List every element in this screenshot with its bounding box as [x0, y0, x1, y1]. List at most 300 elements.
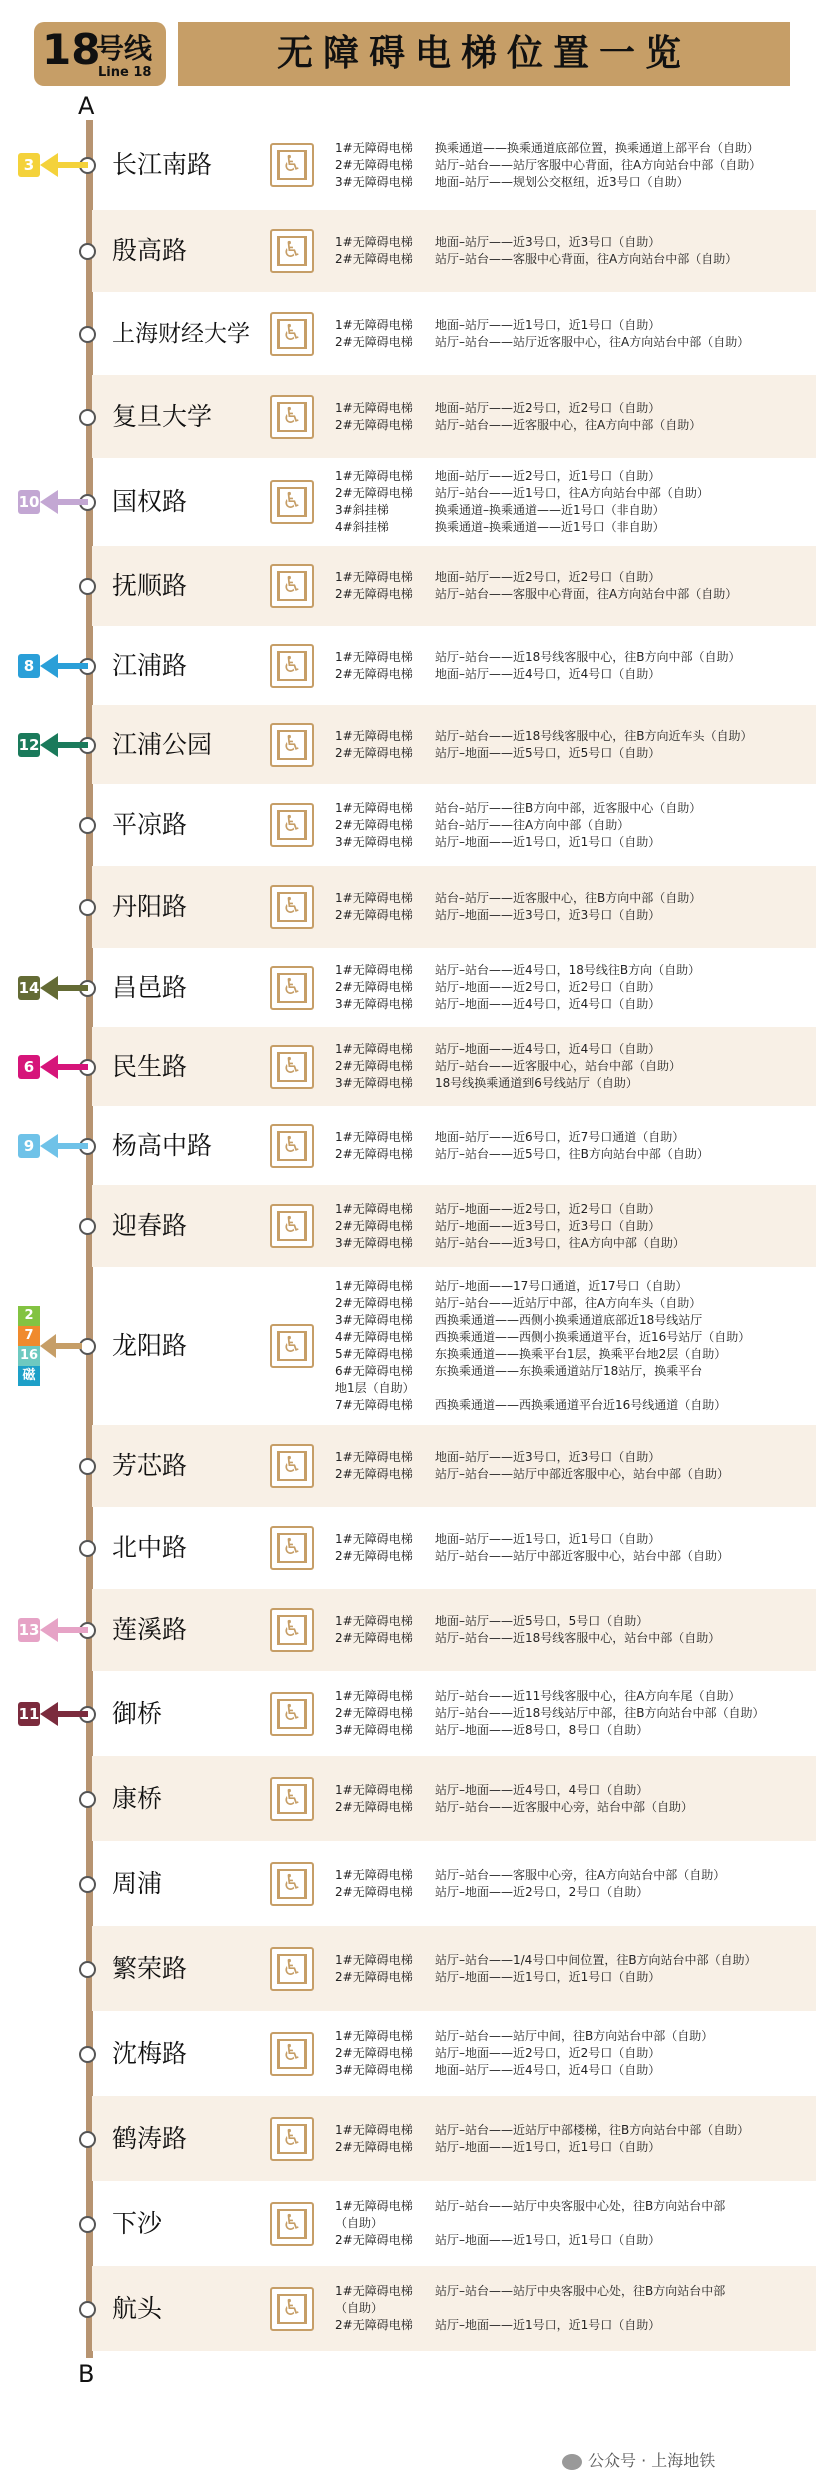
- station-name: 杨高中路: [112, 1130, 213, 1160]
- elevator-number: 1#无障碍电梯: [335, 1614, 413, 1628]
- station-name: 龙阳路: [112, 1331, 188, 1360]
- elevator-icon: ♿: [270, 143, 314, 187]
- elevator-description: 站厅–地面——近3号口，近3号口（自助）: [435, 1218, 661, 1233]
- elevator-row: [335, 1884, 725, 1901]
- station-name: 御桥: [112, 1698, 163, 1728]
- station-dot: [79, 1218, 96, 1235]
- elevator-icon: ♿: [270, 966, 314, 1010]
- elevator-list: [335, 728, 753, 762]
- elevator-number: 1#无障碍电梯: [335, 1201, 413, 1216]
- elevator-description: 地面–站厅——近2号口，近2号口（自助）: [435, 570, 661, 584]
- station-name: 江浦公园: [112, 729, 213, 759]
- elevator-number: 2#无障碍电梯: [335, 1467, 413, 1481]
- elevator-icon: ♿: [270, 723, 314, 767]
- station-name: 抚顺路: [112, 571, 188, 600]
- elevator-row: [335, 1613, 720, 1630]
- elevator-list: [335, 1782, 693, 1816]
- elevator-number: 1#无障碍电梯: [335, 1450, 413, 1464]
- elevator-list: [335, 234, 737, 268]
- elevator-number: 1#无障碍电梯: [335, 963, 413, 977]
- elevator-row: [335, 234, 737, 251]
- elevator-description: 站厅–地面——近1号口，近1号口（自助）: [435, 1969, 661, 1984]
- elevator-row: [335, 1799, 693, 1816]
- elevator-icon: ♿: [270, 564, 314, 608]
- elevator-description: 站厅–站台——客服中心背面，往A方向站台中部（自助）: [435, 252, 738, 266]
- elevator-row: [335, 800, 701, 817]
- elevator-description: 站厅–地面——近4号口，近4号口（自助）: [435, 997, 661, 1011]
- elevator-number: 2#无障碍电梯: [335, 2318, 413, 2332]
- line-badge: [34, 22, 166, 86]
- elevator-list: [335, 400, 701, 434]
- transfer-line-badge: 6: [18, 1055, 40, 1079]
- elevator-list: [335, 1613, 720, 1647]
- elevator-row: [335, 1466, 729, 1483]
- elevator-icon: ♿: [270, 2117, 314, 2161]
- elevator-row: [335, 2283, 725, 2317]
- elevator-number: 1#无障碍电梯: [335, 1867, 413, 1882]
- elevator-description: 站厅–站台——近站厅中部，往A方向车头（自助）: [435, 1296, 702, 1310]
- elevator-list: [335, 140, 761, 191]
- elevator-description: 地面–站厅——近3号口，近3号口（自助）: [435, 1450, 661, 1464]
- elevator-description: 站厅–站台——站厅中间，往B方向站台中部（自助）: [435, 2029, 714, 2043]
- multi-transfer-stack: [18, 1306, 40, 1403]
- elevator-number: 7#无障碍电梯: [335, 1398, 413, 1412]
- elevator-number: 1#无障碍电梯: [335, 317, 413, 332]
- elevator-row: [335, 317, 749, 334]
- elevator-number: 6#无障碍电梯: [335, 1364, 413, 1378]
- elevator-icon: ♿: [270, 1204, 314, 1248]
- elevator-number: 3#无障碍电梯: [335, 174, 413, 189]
- elevator-description: 站厅–地面——近4号口，近4号口（自助）: [435, 1042, 661, 1056]
- elevator-row: [335, 2198, 725, 2232]
- station-dot: [79, 243, 96, 260]
- elevator-list: [335, 962, 700, 1013]
- station-name: 殷高路: [112, 236, 188, 265]
- elevator-description: 站厅–地面——近2号口，近2号口（自助）: [435, 1201, 661, 1216]
- transfer-line-badge: 2: [18, 1306, 40, 1326]
- transfer-line-badge: 9: [18, 1134, 40, 1158]
- elevator-icon: ♿: [270, 2287, 314, 2331]
- transfer-line-badge: 7: [18, 1326, 40, 1346]
- elevator-row: [335, 417, 701, 434]
- elevator-number: 1#无障碍电梯: [335, 649, 413, 664]
- elevator-row: [335, 745, 753, 762]
- elevator-description: 西换乘通道——西侧小换乘通道底部近18号线站厅: [435, 1313, 703, 1327]
- elevator-row: [335, 1346, 750, 1363]
- elevator-row: [335, 1312, 750, 1329]
- elevator-icon: ♿: [270, 885, 314, 929]
- station-dot: [79, 2131, 96, 2148]
- elevator-icon: ♿: [270, 1608, 314, 1652]
- elevator-row: [335, 468, 709, 485]
- transfer-line-badge: 10: [18, 490, 40, 514]
- elevator-number: 2#无障碍电梯: [335, 817, 413, 832]
- elevator-number: 3#斜挂梯: [335, 503, 389, 517]
- elevator-row: [335, 140, 761, 157]
- elevator-row: [335, 1867, 725, 1884]
- elevator-description: 站厅–站台——站厅近客服中心，往A方向站台中部（自助）: [435, 334, 750, 349]
- elevator-icon: ♿: [270, 2032, 314, 2076]
- elevator-description: 换乘通道–换乘通道——近1号口（非自助）: [435, 503, 665, 517]
- elevator-list: [335, 468, 709, 536]
- elevator-number: 1#无障碍电梯: [335, 140, 413, 155]
- station-name: 国权路: [112, 487, 188, 516]
- wechat-icon: [562, 2454, 582, 2470]
- transfer-line-badge: 3: [18, 153, 40, 177]
- elevator-description: 地面–站厅——近1号口，近1号口（自助）: [435, 1532, 661, 1546]
- station-dot: [79, 1961, 96, 1978]
- elevator-description: 地面–站厅——近6号口，近7号口通道（自助）: [435, 1129, 685, 1144]
- elevator-number: 2#无障碍电梯: [335, 252, 413, 266]
- elevator-row: [335, 1235, 685, 1252]
- transfer-line-badge: 12: [18, 733, 40, 757]
- elevator-description: 站厅–地面——近3号口，近3号口（自助）: [435, 908, 661, 922]
- elevator-row: [335, 1075, 681, 1092]
- elevator-number: 3#无障碍电梯: [335, 2063, 413, 2077]
- station-name: 下沙: [112, 2208, 163, 2238]
- elevator-list: [335, 1129, 709, 1163]
- elevator-row: [335, 1295, 750, 1312]
- elevator-number: 2#无障碍电梯: [335, 666, 413, 681]
- elevator-description: 站厅–站台——站厅中部近客服中心，站台中部（自助）: [435, 1467, 730, 1481]
- elevator-list: [335, 649, 741, 683]
- station-name: 芳芯路: [112, 1451, 188, 1480]
- elevator-number: 2#无障碍电梯: [335, 2139, 413, 2154]
- elevator-number: 2#无障碍电梯: [335, 1296, 413, 1310]
- elevator-icon: ♿: [270, 1045, 314, 1089]
- elevator-list: [335, 1041, 681, 1092]
- elevator-row: [335, 962, 700, 979]
- station-dot: [79, 1791, 96, 1808]
- title-bar: [178, 22, 790, 86]
- elevator-row: [335, 728, 753, 745]
- elevator-number: 1#无障碍电梯: [335, 1042, 413, 1056]
- elevator-icon: ♿: [270, 2202, 314, 2246]
- elevator-description: 站厅–站台——近11号线客服中心，往A方向车尾（自助）: [435, 1689, 741, 1703]
- footer: [562, 2448, 715, 2471]
- elevator-description: 地面–站厅——近1号口，近1号口（自助）: [435, 317, 661, 332]
- elevator-description: 站厅–站台——1/4号口中间位置，往B方向站台中部（自助）: [435, 1952, 757, 1967]
- elevator-icon: ♿: [270, 229, 314, 273]
- elevator-list: [335, 1531, 729, 1565]
- elevator-description: 站厅–地面——17号口通道，近17号口（自助）: [435, 1279, 688, 1293]
- station-dot: [79, 2046, 96, 2063]
- elevator-number: 1#无障碍电梯: [335, 800, 413, 815]
- station-name: 民生路: [112, 1051, 188, 1081]
- elevator-row: [335, 1705, 765, 1722]
- station-name: 莲溪路: [112, 1615, 188, 1644]
- elevator-description: 站厅–站台——近1号口，往A方向站台中部（自助）: [435, 486, 709, 500]
- elevator-row: [335, 1201, 685, 1218]
- elevator-list: [335, 1688, 765, 1739]
- arrow-shaft: [56, 162, 88, 168]
- transfer-line-badge: 14: [18, 976, 40, 1000]
- elevator-description: 地面–站厅——近5号口，5号口（自助）: [435, 1614, 649, 1628]
- elevator-description: 地面–站厅——近2号口，近2号口（自助）: [435, 400, 661, 415]
- elevator-icon: ♿: [270, 803, 314, 847]
- elevator-icon: ♿: [270, 644, 314, 688]
- elevator-description: 站厅–地面——近8号口，8号口（自助）: [435, 1723, 649, 1737]
- elevator-description: 站厅–站台——近客服中心，站台中部（自助）: [435, 1059, 682, 1073]
- elevator-row: [335, 1531, 729, 1548]
- elevator-row: [335, 996, 700, 1013]
- elevator-description: 站厅–地面——近1号口，近1号口（自助）: [435, 2139, 661, 2154]
- elevator-icon: ♿: [270, 1777, 314, 1821]
- transfer-line-badge: 13: [18, 1618, 40, 1642]
- elevator-description: 站厅–站台——近18号线客服中心，往B方向近车头（自助）: [435, 728, 753, 743]
- elevator-description: 地面–站厅——近4号口，近4号口（自助）: [435, 666, 661, 681]
- elevator-row: [335, 502, 709, 519]
- transfer-line-badge: 11: [18, 1702, 40, 1726]
- elevator-number: 4#无障碍电梯: [335, 1330, 413, 1344]
- elevator-number: 1#无障碍电梯: [335, 1952, 413, 1967]
- elevator-list: [335, 1449, 729, 1483]
- elevator-number: 2#无障碍电梯: [335, 1146, 413, 1161]
- elevator-description: 西换乘通道——西侧小换乘通道平台，近16号站厅（自助）: [435, 1330, 751, 1344]
- station-name: 上海财经大学: [112, 320, 250, 347]
- station-name: 航头: [112, 2293, 163, 2323]
- elevator-row: [335, 485, 709, 502]
- elevator-row: [335, 1722, 765, 1739]
- elevator-icon: ♿: [270, 1526, 314, 1570]
- elevator-description: 西换乘通道——西换乘通道平台近16号线通道（自助）: [435, 1398, 727, 1412]
- elevator-list: [335, 569, 737, 603]
- elevator-description: 站厅–站台——近客服中心旁，站台中部（自助）: [435, 1799, 694, 1814]
- elevator-row: [335, 979, 700, 996]
- elevator-description: 站厅–站台——近客服中心，往A方向中部（自助）: [435, 417, 702, 432]
- elevator-description: 站厅–站台——站厅中央客服中心处，往B方向站台中部 （自助）: [335, 2284, 726, 2315]
- station-dot: [79, 578, 96, 595]
- elevator-list: [335, 2122, 749, 2156]
- station-dot: [79, 2216, 96, 2233]
- elevator-number: 3#无障碍电梯: [335, 1723, 413, 1737]
- elevator-list: [335, 317, 749, 351]
- elevator-row: [335, 1129, 709, 1146]
- elevator-row: [335, 1952, 757, 1969]
- line-number: 18: [42, 25, 101, 74]
- line-hao: 号线: [96, 32, 153, 65]
- elevator-number: 2#无障碍电梯: [335, 1631, 413, 1645]
- elevator-description: 东换乘通道——东换乘通道站厅18站厅，换乘平台 地1层（自助）: [335, 1364, 703, 1395]
- elevator-number: 2#无障碍电梯: [335, 417, 413, 432]
- elevator-description: 地面–站厅——规划公交枢纽，近3号口（自助）: [435, 174, 689, 189]
- elevator-number: 2#无障碍电梯: [335, 486, 413, 500]
- transfer-line-badge: 磁浮: [18, 1366, 40, 1386]
- elevator-row: [335, 1041, 681, 1058]
- arrow-shaft: [56, 1711, 88, 1717]
- elevator-row: [335, 1363, 750, 1397]
- footer-text: 公众号 · 上海地铁: [588, 2451, 716, 2470]
- elevator-description: 站厅–地面——近5号口，近5号口（自助）: [435, 745, 661, 760]
- elevator-description: 站台–站厅——近客服中心，往B方向中部（自助）: [435, 891, 702, 905]
- station-dot: [79, 1876, 96, 1893]
- end-label-a: A: [78, 92, 95, 120]
- elevator-number: 2#无障碍电梯: [335, 334, 413, 349]
- station-name: 康桥: [112, 1783, 163, 1813]
- elevator-icon: ♿: [270, 480, 314, 524]
- elevator-icon: ♿: [270, 1692, 314, 1736]
- station-dot: [79, 326, 96, 343]
- station-name: 丹阳路: [112, 892, 188, 921]
- station-name: 迎春路: [112, 1211, 188, 1240]
- arrow-shaft: [56, 1143, 88, 1149]
- elevator-row: [335, 2028, 713, 2045]
- station-dot: [79, 817, 96, 834]
- elevator-row: [335, 400, 701, 417]
- elevator-description: 站厅–站台——站厅客服中心背面，往A方向站台中部（自助）: [435, 157, 762, 172]
- elevator-description: 地面–站厅——近3号口，近3号口（自助）: [435, 235, 661, 249]
- elevator-list: [335, 1952, 757, 1986]
- elevator-number: 3#无障碍电梯: [335, 834, 413, 849]
- elevator-number: 2#无障碍电梯: [335, 1549, 413, 1563]
- elevator-number: 2#无障碍电梯: [335, 1706, 413, 1720]
- elevator-row: [335, 2045, 713, 2062]
- station-dot: [79, 409, 96, 426]
- station-dot: [79, 2301, 96, 2318]
- elevator-icon: ♿: [270, 312, 314, 356]
- elevator-row: [335, 2317, 725, 2334]
- elevator-row: [335, 1548, 729, 1565]
- elevator-icon: ♿: [270, 1444, 314, 1488]
- elevator-row: [335, 2139, 749, 2156]
- station-dot: [79, 899, 96, 916]
- elevator-description: 站厅–站台——近5号口，往B方向站台中部（自助）: [435, 1146, 709, 1161]
- elevator-row: [335, 817, 701, 834]
- elevator-row: [335, 834, 701, 851]
- elevator-list: [335, 2198, 725, 2249]
- elevator-number: 2#无障碍电梯: [335, 2046, 413, 2060]
- elevator-number: 2#无障碍电梯: [335, 980, 413, 994]
- arrow-shaft: [56, 1627, 88, 1633]
- station-name: 沈梅路: [112, 2038, 188, 2068]
- station-name: 复旦大学: [112, 401, 213, 431]
- elevator-description: 站厅–地面——近4号口，4号口（自助）: [435, 1782, 649, 1797]
- elevator-number: 3#无障碍电梯: [335, 1076, 413, 1090]
- elevator-list: [335, 1278, 750, 1414]
- elevator-number: 1#无障碍电梯: [335, 469, 413, 483]
- elevator-row: [335, 1058, 681, 1075]
- elevator-number: 2#无障碍电梯: [335, 587, 413, 601]
- elevator-description: 站厅–地面——近2号口，2号口（自助）: [435, 1884, 649, 1899]
- elevator-row: [335, 2232, 725, 2249]
- elevator-number: 1#无障碍电梯: [335, 1129, 413, 1144]
- elevator-description: 站厅–站台——近4号口，18号线往B方向（自助）: [435, 963, 701, 977]
- elevator-icon: ♿: [270, 1124, 314, 1168]
- elevator-number: 2#无障碍电梯: [335, 1969, 413, 1984]
- station-name: 平凉路: [112, 810, 188, 839]
- elevator-description: 站厅–站台——近站厅中部楼梯，往B方向站台中部（自助）: [435, 2122, 750, 2137]
- elevator-description: 站厅–站台——客服中心旁，往A方向站台中部（自助）: [435, 1867, 726, 1882]
- elevator-number: 3#无障碍电梯: [335, 1313, 413, 1327]
- station-name: 江浦路: [112, 650, 188, 680]
- elevator-row: [335, 649, 741, 666]
- arrow-shaft: [54, 1343, 82, 1349]
- elevator-row: [335, 1969, 757, 1986]
- elevator-row: [335, 174, 761, 191]
- elevator-number: 1#无障碍电梯: [335, 1532, 413, 1546]
- elevator-row: [335, 1630, 720, 1647]
- elevator-icon: ♿: [270, 1862, 314, 1906]
- elevator-description: 地面–站厅——近4号口，近4号口（自助）: [435, 2063, 661, 2077]
- elevator-icon: ♿: [270, 1947, 314, 1991]
- elevator-number: 1#无障碍电梯: [335, 1689, 413, 1703]
- arrow-shaft: [56, 985, 88, 991]
- transfer-line-badge: 16: [18, 1346, 40, 1366]
- elevator-list: [335, 2028, 713, 2079]
- elevator-description: 站台–站厅——往A方向中部（自助）: [435, 817, 630, 832]
- elevator-description: 站厅–站台——近18号线客服中心，往B方向中部（自助）: [435, 649, 741, 664]
- elevator-list: [335, 1201, 685, 1252]
- elevator-number: 2#无障碍电梯: [335, 2233, 413, 2247]
- elevator-row: [335, 586, 737, 603]
- page-title: 无障碍电梯位置一览: [276, 33, 691, 74]
- elevator-row: [335, 569, 737, 586]
- elevator-description: 站厅–站台——近3号口，往A方向中部（自助）: [435, 1235, 685, 1250]
- line-en: Line 18: [98, 65, 152, 80]
- station-name: 昌邑路: [112, 972, 188, 1002]
- elevator-number: 1#无障碍电梯: [335, 1782, 413, 1797]
- elevator-description: 站厅–地面——近1号口，近1号口（自助）: [435, 2318, 661, 2332]
- elevator-description: 站厅–地面——近1号口，近1号口（自助）: [435, 834, 661, 849]
- elevator-row: [335, 1218, 685, 1235]
- elevator-icon: ♿: [270, 395, 314, 439]
- elevator-number: 2#无障碍电梯: [335, 745, 413, 760]
- station-name: 北中路: [112, 1533, 188, 1562]
- elevator-description: 站厅–站台——近18号线站厅中部，往B方向站台中部（自助）: [435, 1706, 765, 1720]
- elevator-description: 换乘通道——换乘通道底部位置，换乘通道上部平台（自助）: [435, 140, 760, 155]
- arrow-shaft: [56, 499, 88, 505]
- elevator-number: 1#无障碍电梯: [335, 891, 413, 905]
- elevator-row: [335, 1782, 693, 1799]
- elevator-number: 1#无障碍电梯: [335, 235, 413, 249]
- elevator-icon: ♿: [270, 1324, 314, 1368]
- elevator-number: 4#斜挂梯: [335, 520, 389, 534]
- elevator-number: 1#无障碍电梯: [335, 400, 413, 415]
- elevator-number: 2#无障碍电梯: [335, 1799, 413, 1814]
- elevator-description: 站厅–地面——近2号口，近2号口（自助）: [435, 980, 661, 994]
- elevator-row: [335, 1278, 750, 1295]
- elevator-description: 站厅–站台——近18号线客服中心，站台中部（自助）: [435, 1631, 721, 1645]
- arrow-shaft: [56, 742, 88, 748]
- elevator-number: 2#无障碍电梯: [335, 157, 413, 172]
- elevator-number: 2#无障碍电梯: [335, 1059, 413, 1073]
- elevator-description: 换乘通道–换乘通道——近1号口（非自助）: [435, 520, 665, 534]
- elevator-list: [335, 800, 701, 851]
- station-dot: [79, 1458, 96, 1475]
- station-name: 鹤涛路: [112, 2123, 188, 2153]
- arrow-shaft: [56, 663, 88, 669]
- elevator-description: 站厅–站台——客服中心背面，往A方向站台中部（自助）: [435, 587, 738, 601]
- elevator-row: [335, 519, 709, 536]
- elevator-row: [335, 907, 701, 924]
- elevator-description: 18号线换乘通道到6号线站厅（自助）: [435, 1076, 638, 1090]
- elevator-row: [335, 251, 737, 268]
- elevator-list: [335, 1867, 725, 1901]
- elevator-description: 站厅–地面——近1号口，近1号口（自助）: [435, 2233, 661, 2247]
- station-dot: [79, 1540, 96, 1557]
- elevator-list: [335, 2283, 725, 2334]
- elevator-number: 1#无障碍电梯: [335, 2029, 413, 2043]
- elevator-description: 站厅–站台——站厅中央客服中心处，往B方向站台中部 （自助）: [335, 2199, 726, 2230]
- elevator-row: [335, 1688, 765, 1705]
- transfer-line-badge: 8: [18, 654, 40, 678]
- elevator-number: 1#无障碍电梯: [335, 2284, 413, 2298]
- elevator-number: 3#无障碍电梯: [335, 1235, 413, 1250]
- elevator-row: [335, 2062, 713, 2079]
- elevator-number: 5#无障碍电梯: [335, 1347, 413, 1361]
- elevator-list: [335, 890, 701, 924]
- elevator-number: 1#无障碍电梯: [335, 728, 413, 743]
